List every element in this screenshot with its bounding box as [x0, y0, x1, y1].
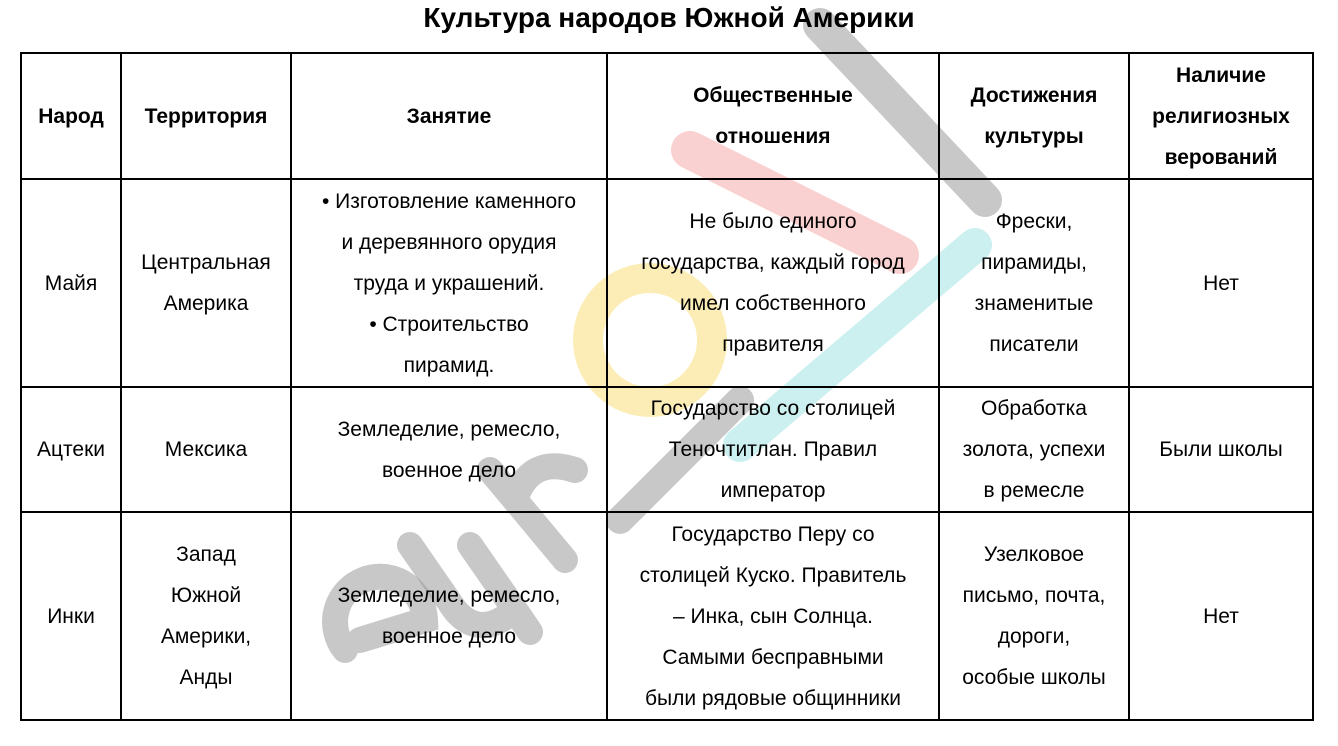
cell-line: культуры [984, 125, 1084, 148]
cell-line: отношения [715, 125, 831, 148]
cell-religion [1129, 387, 1313, 512]
cell-line: верований [1164, 145, 1278, 169]
header-territory [121, 53, 291, 179]
cell-line: Америки, [160, 625, 252, 648]
cell-line: писатели [989, 333, 1079, 356]
cell-line: Земледелие, ремесло, [337, 417, 561, 441]
table-row [21, 512, 1313, 720]
cell-religion [1129, 179, 1313, 387]
cell-line: Ацтеки [36, 438, 105, 461]
cell-territory [121, 179, 291, 387]
cell-line: Наличие [1176, 63, 1266, 87]
cell-line: Не было единого [689, 210, 857, 233]
cell-line: Были школы [1159, 438, 1283, 461]
cell-society [607, 387, 939, 512]
table-row [21, 387, 1313, 512]
cell-line: Южной [170, 584, 242, 607]
cell-line: Узелковое [983, 543, 1085, 566]
cell-people [21, 387, 121, 512]
table-header-row [21, 53, 1313, 179]
cell-line: и деревянного орудия [341, 230, 557, 254]
cell-line: Центральная [141, 251, 271, 274]
cell-line: Народ [38, 104, 104, 128]
cell-line: Государство со столицей [650, 397, 896, 420]
cell-line: Запад [176, 543, 236, 566]
cell-line: Анды [179, 666, 233, 689]
cell-line: правителя [722, 333, 824, 356]
table-row [21, 179, 1313, 387]
cell-line: особые школы [962, 666, 1106, 689]
cell-line: Теночтитлан. Правил [668, 438, 878, 461]
cell-line: дороги, [997, 625, 1071, 648]
cell-line: Земледелие, ремесло, [337, 584, 561, 607]
cell-occupation [291, 179, 607, 387]
cell-occupation [291, 512, 607, 720]
cell-line: Майя [44, 271, 98, 295]
cell-territory [121, 387, 291, 512]
header-religion [1129, 53, 1313, 179]
cell-line: – Инка, сын Солнца. [672, 604, 873, 628]
cell-society [607, 179, 939, 387]
cell-society [607, 512, 939, 720]
cell-line: • Изготовление каменного [321, 189, 577, 213]
cell-achievements [939, 512, 1129, 720]
cell-line: Мексика [164, 438, 248, 461]
cell-line: Достижения [970, 84, 1098, 107]
cell-line: труда и украшений. [353, 271, 545, 295]
cell-achievements [939, 179, 1129, 387]
cell-line: Инки [47, 604, 95, 628]
cell-people [21, 512, 121, 720]
cell-line: столицей Куско. Правитель [639, 563, 907, 587]
cell-line: были рядовые общинники [644, 686, 901, 710]
cell-line: военное дело [381, 458, 517, 482]
cell-line: золота, успехи [962, 438, 1106, 461]
cell-occupation [291, 387, 607, 512]
cell-line: Фрески, [995, 210, 1073, 233]
cell-line: Государство Перу со [671, 522, 875, 546]
cell-line: Общественные [693, 84, 853, 107]
cell-people [21, 179, 121, 387]
header-society [607, 53, 939, 179]
cell-line: государства, каждый город [641, 251, 905, 274]
cell-line: Нет [1203, 604, 1239, 628]
cell-line: Америка [163, 292, 249, 315]
cell-line: Занятие [406, 104, 492, 128]
cell-line: в ремесле [983, 479, 1085, 502]
header-occupation [291, 53, 607, 179]
cell-line: Территория [144, 104, 268, 128]
cell-line: письмо, почта, [962, 584, 1106, 607]
cell-achievements [939, 387, 1129, 512]
cell-line: император [720, 479, 826, 502]
cell-religion [1129, 512, 1313, 720]
cell-line: • Строительство [369, 312, 529, 336]
cell-line: военное дело [381, 625, 517, 648]
cell-line: знаменитые [974, 292, 1094, 315]
header-people [21, 53, 121, 179]
culture-table [20, 52, 1314, 721]
cell-line: пирамид. [403, 353, 495, 377]
cell-line: Нет [1203, 271, 1239, 295]
cell-line: религиозных [1152, 104, 1290, 128]
cell-line: имел собственного [680, 292, 866, 315]
page-title: Культура народов Южной Америки [423, 2, 915, 33]
cell-line: пирамиды, [981, 251, 1087, 274]
header-achievements [939, 53, 1129, 179]
cell-territory [121, 512, 291, 720]
cell-line: Самыми бесправными [662, 645, 884, 669]
cell-line: Обработка [981, 397, 1087, 420]
